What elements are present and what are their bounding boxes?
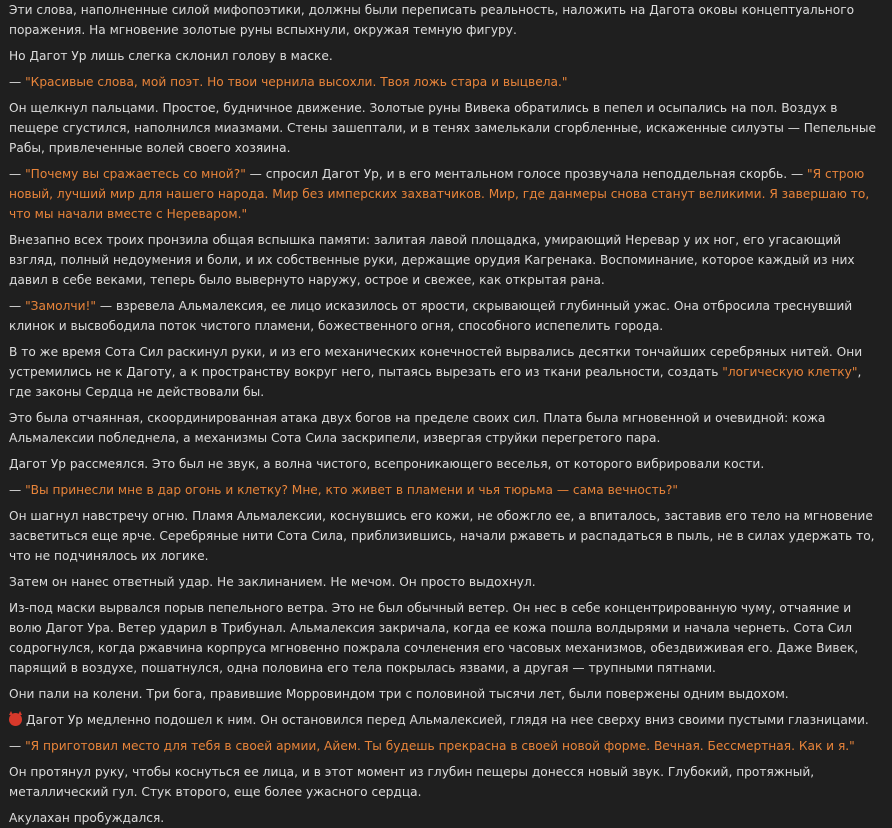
narration-text: — — [9, 483, 26, 497]
paragraph-18 — [9, 762, 884, 802]
paragraph-5 — [9, 164, 884, 224]
narration-text: — — [9, 739, 26, 753]
narration-text: Он щелкнул пальцами. Простое, будничное движение. Золотые руны Вивека обратились в пепел и осыпались на пол. Воздух в пещере сгустился, наполнился миазмами. Стены зашептали, и в тенях замелькали сгорбленные, искаженные силуэты — Пепельные Рабы, привлеченные волей своего хозяина. — [9, 101, 876, 155]
narration-text: Эти слова, наполненные силой мифопоэтики, должны были переписать реальность, наложить на Дагота оковы концептуального поражения. На мгновение золотые руны вспыхнули, окружая темную фигуру. — [9, 3, 855, 37]
paragraph-10 — [9, 454, 884, 474]
narration-text: Но Дагот Ур лишь слегка склонил голову в маске. — [9, 49, 333, 63]
dialogue-quote: "Красивые слова, мой поэт. Но твои чернила высохли. Твоя ложь стара и выцвела." — [25, 75, 568, 89]
dialogue-quote: "логическую клетку" — [722, 365, 858, 379]
narration-text: Акулахан пробуждался. — [9, 811, 165, 825]
paragraph-11 — [9, 480, 884, 500]
paragraph-13 — [9, 572, 884, 592]
narration-text: — — [9, 299, 26, 313]
narration-text: В то же время Сота Сил раскинул руки, и из его механических конечностей вырвались десятки тончайших серебряных нитей. Они устремились не к Даготу, а к пространству вокруг него, пытаясь вырезать его из ткани реальности, создать — [9, 345, 863, 379]
narration-text: Дагот Ур рассмеялся. Это был не звук, а волна чистого, всепроникающего веселья, от которого вибрировали кости. — [9, 457, 765, 471]
paragraph-17 — [9, 736, 884, 756]
narration-text: — взревела Альмалексия, ее лицо исказилось от ярости, скрывающей глубинный ужас. Она отбросила треснувший клинок и высвободила поток чистого пламени, божественного огня, способного испепелить города. — [9, 299, 853, 333]
dialogue-quote: "Вы принесли мне в дар огонь и клетку? Мне, кто живет в пламени и чья тюрьма — сама вечность?" — [25, 483, 678, 497]
paragraph-1 — [9, 0, 884, 40]
narration-text: Он шагнул навстречу огню. Пламя Альмалексии, коснувшись его кожи, не обожгло ее, а впиталось, заставив его тело на мгновение засветиться еще ярче. Серебряные нити Сота Сила, приблизившись, начали ржаветь и распадаться в пыль, не в силах удержать то, что не подчинялось их логике. — [9, 509, 875, 563]
narration-text: Затем он нанес ответный удар. Не заклинанием. Не мечом. Он просто выдохнул. — [9, 575, 536, 589]
narration-text: Это была отчаянная, скоординированная атака двух богов на пределе своих сил. Плата была мгновенной и очевидной: кожа Альмалексии побледнела, а механизмы Сота Сила заскрипели, извергая струйки перегретого пара. — [9, 411, 826, 445]
paragraph-6 — [9, 230, 884, 290]
paragraph-19 — [9, 808, 884, 828]
dialogue-quote: "Я приготовил место для тебя в своей армии, Айем. Ты будешь прекрасна в своей новой форме. Вечная. Бессмертная. Как и я." — [25, 739, 855, 753]
devil-face-icon — [9, 713, 22, 726]
narration-text: Внезапно всех троих пронзила общая вспышка памяти: залитая лавой площадка, умирающий Неревар у их ног, его угасающий взгляд, полный недоумения и боли, и их собственные руки, держащие орудия Кагренака. Воспоминание, которое каждый из них давил в себе веками, теперь было вывернуто наружу, острое и свежее, как открытая рана. — [9, 233, 855, 287]
narration-text: — — [9, 167, 26, 181]
paragraph-7 — [9, 296, 884, 336]
narration-text: — спросил Дагот Ур, и в его ментальном голосе прозвучала неподдельная скорбь. — — [245, 167, 808, 181]
dialogue-quote: "Замолчи!" — [25, 299, 97, 313]
narration-text: Дагот Ур медленно подошел к ним. Он остановился перед Альмалексией, глядя на нее сверху вниз своими пустыми глазницами. — [26, 713, 869, 727]
paragraph-15 — [9, 684, 884, 704]
narration-text: Они пали на колени. Три бога, правившие Морровиндом три с половиной тысячи лет, были повержены одним выдохом. — [9, 687, 789, 701]
dialogue-quote: "Я строю новый, лучший мир для нашего народа. Мир без имперских захватчиков. Мир, где данмеры снова станут великими. Я завершаю то, что мы начали вместе с Нереваром." — [9, 167, 870, 221]
paragraph-14 — [9, 598, 884, 678]
narration-text: , где законы Сердца не действовали бы. — [9, 365, 862, 399]
paragraph-16 — [9, 710, 884, 730]
narration-text: Он протянул руку, чтобы коснуться ее лица, и в этот момент из глубин пещеры донесся новый звук. Глубокий, протяжный, металлический гул. Стук второго, еще более ужасного сердца. — [9, 765, 815, 799]
dialogue-quote: "Почему вы сражаетесь со мной?" — [25, 167, 246, 181]
paragraph-3 — [9, 72, 884, 92]
paragraph-8 — [9, 342, 884, 402]
paragraph-2 — [9, 46, 884, 66]
paragraph-9 — [9, 408, 884, 448]
paragraph-12 — [9, 506, 884, 566]
narration-text: — — [9, 75, 26, 89]
narration-text: Из-под маски вырвался порыв пепельного ветра. Это не был обычный ветер. Он нес в себе концентрированную чуму, отчаяние и волю Дагот Ура. Ветер ударил в Трибунал. Альмалексия закричала, когда ее кожа пошла волдырями и начала чернеть. Сота Сил содрогнулся, когда ржавчина корпруса мгновенно пожрала сочленения его часовых механизмов, обездвиживая его. Даже Вивек, парящий в воздухе, пошатнулся, одна половина его тела покрылась язвами, а другая — трупными пятнами. — [9, 601, 859, 675]
paragraph-4 — [9, 98, 884, 158]
